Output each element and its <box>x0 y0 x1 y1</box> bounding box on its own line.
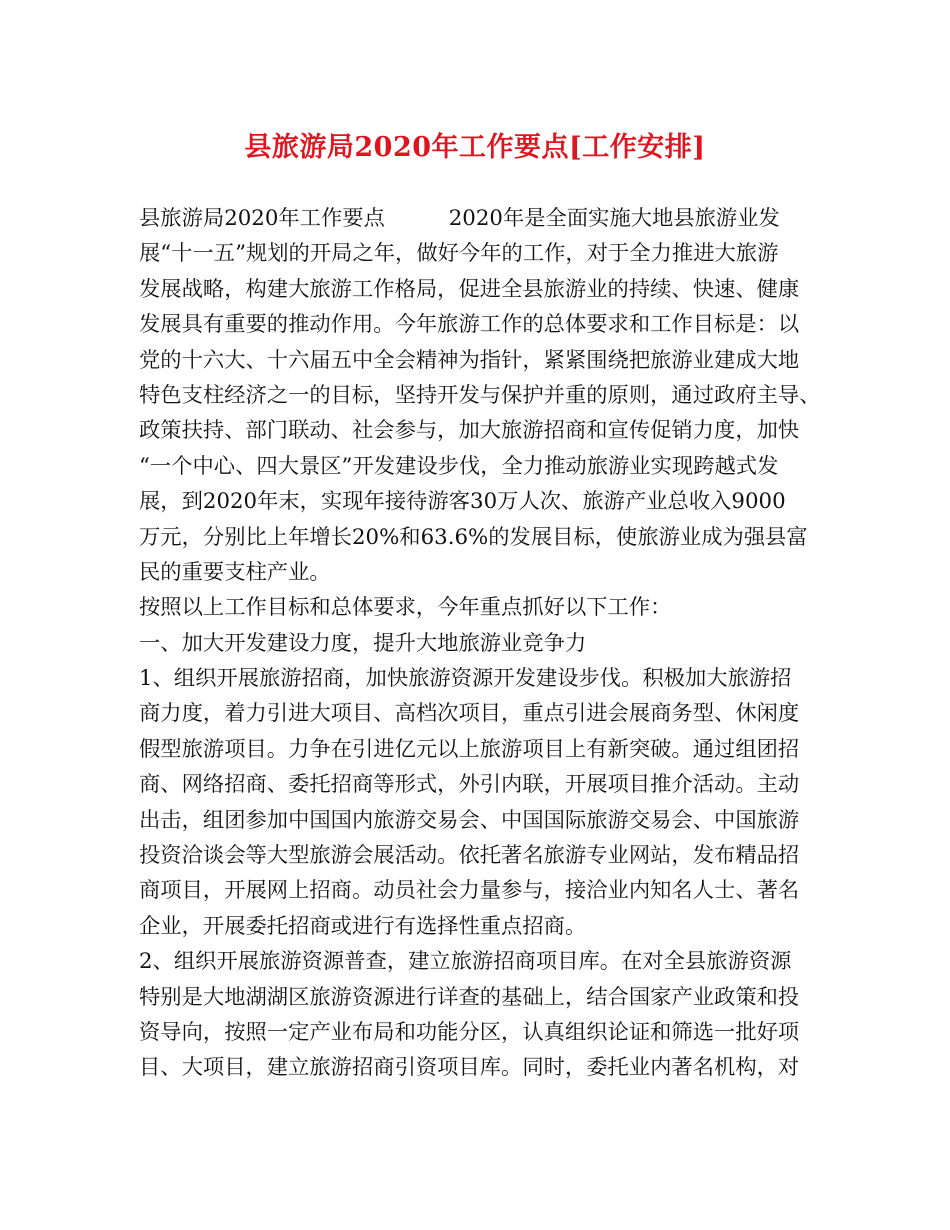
body-text-line: 党的十六大、十六届五中全会精神为指针，紧紧围绕把旅游业建成大地 <box>139 347 800 373</box>
body-text-line: 企业，开展委托招商或进行有选择性重点招商。 <box>139 913 587 939</box>
body-text-line: 2、组织开展旅游资源普查，建立旅游招商项目库。在对全县旅游资源 <box>139 949 792 975</box>
body-text-line: 民的重要支柱产业。 <box>139 559 331 585</box>
body-text-line: 目、大项目，建立旅游招商引资项目库。同时，委托业内著名机构，对 <box>139 1055 800 1081</box>
body-text-line: 商、网络招商、委托招商等形式，外引内联，开展项目推介活动。主动 <box>139 772 800 798</box>
body-text-line: 商项目，开展网上招商。动员社会力量参与，接洽业内知名人士、著名 <box>139 878 800 904</box>
body-text-line: 发展战略，构建大旅游工作格局，促进全县旅游业的持续、快速、健康 <box>139 276 800 302</box>
body-text-line: 万元，分别比上年增长20%和63.6%的发展目标，使旅游业成为强县富 <box>139 524 808 550</box>
body-text-line: 特色支柱经济之一的目标，坚持开发与保护并重的原则，通过政府主导、 <box>139 382 821 408</box>
body-text-line: 出击，组团参加中国国内旅游交易会、中国国际旅游交易会、中国旅游 <box>139 807 800 833</box>
body-text-line: 1、组织开展旅游招商，加快旅游资源开发建设步伐。积极加大旅游招 <box>139 666 792 692</box>
document-body <box>139 201 829 1086</box>
body-text-line: 展“十一五”规划的开局之年，做好今年的工作，对于全力推进大旅游 <box>139 241 779 267</box>
body-text-line: 特别是大地湖湖区旅游资源进行详查的基础上，结合国家产业政策和投 <box>139 984 800 1010</box>
body-text-line: 政策扶持、部门联动、社会参与，加大旅游招商和宣传促销力度，加快 <box>139 418 800 444</box>
body-text-line: 按照以上工作目标和总体要求，今年重点抓好以下工作： <box>139 595 672 621</box>
body-text-line: 县旅游局2020年工作要点 2020年是全面实施大地县旅游业发 <box>139 206 780 231</box>
body-text-line: 投资洽谈会等大型旅游会展活动。依托著名旅游专业网站，发布精品招 <box>139 843 800 869</box>
body-text-line: 一、加大开发建设力度，提升大地旅游业竞争力 <box>139 630 587 656</box>
body-text-line: 商力度，着力引进大项目、高档次项目，重点引进会展商务型、休闲度 <box>139 701 800 727</box>
body-text-line: 展，到2020年末，实现年接待游客30万人次、旅游产业总收入9000 <box>139 489 786 515</box>
body-text-line: 发展具有重要的推动作用。今年旅游工作的总体要求和工作目标是：以 <box>139 312 800 338</box>
body-text-line: 资导向，按照一定产业布局和功能分区，认真组织论证和筛选一批好项 <box>139 1019 800 1045</box>
body-text-line: 假型旅游项目。力争在引进亿元以上旅游项目上有新突破。通过组团招 <box>139 736 800 762</box>
document-title: 县旅游局2020年工作要点[工作安排] <box>244 132 706 163</box>
body-text-line: “一个中心、四大景区”开发建设步伐，全力推动旅游业实现跨越式发 <box>139 453 779 479</box>
